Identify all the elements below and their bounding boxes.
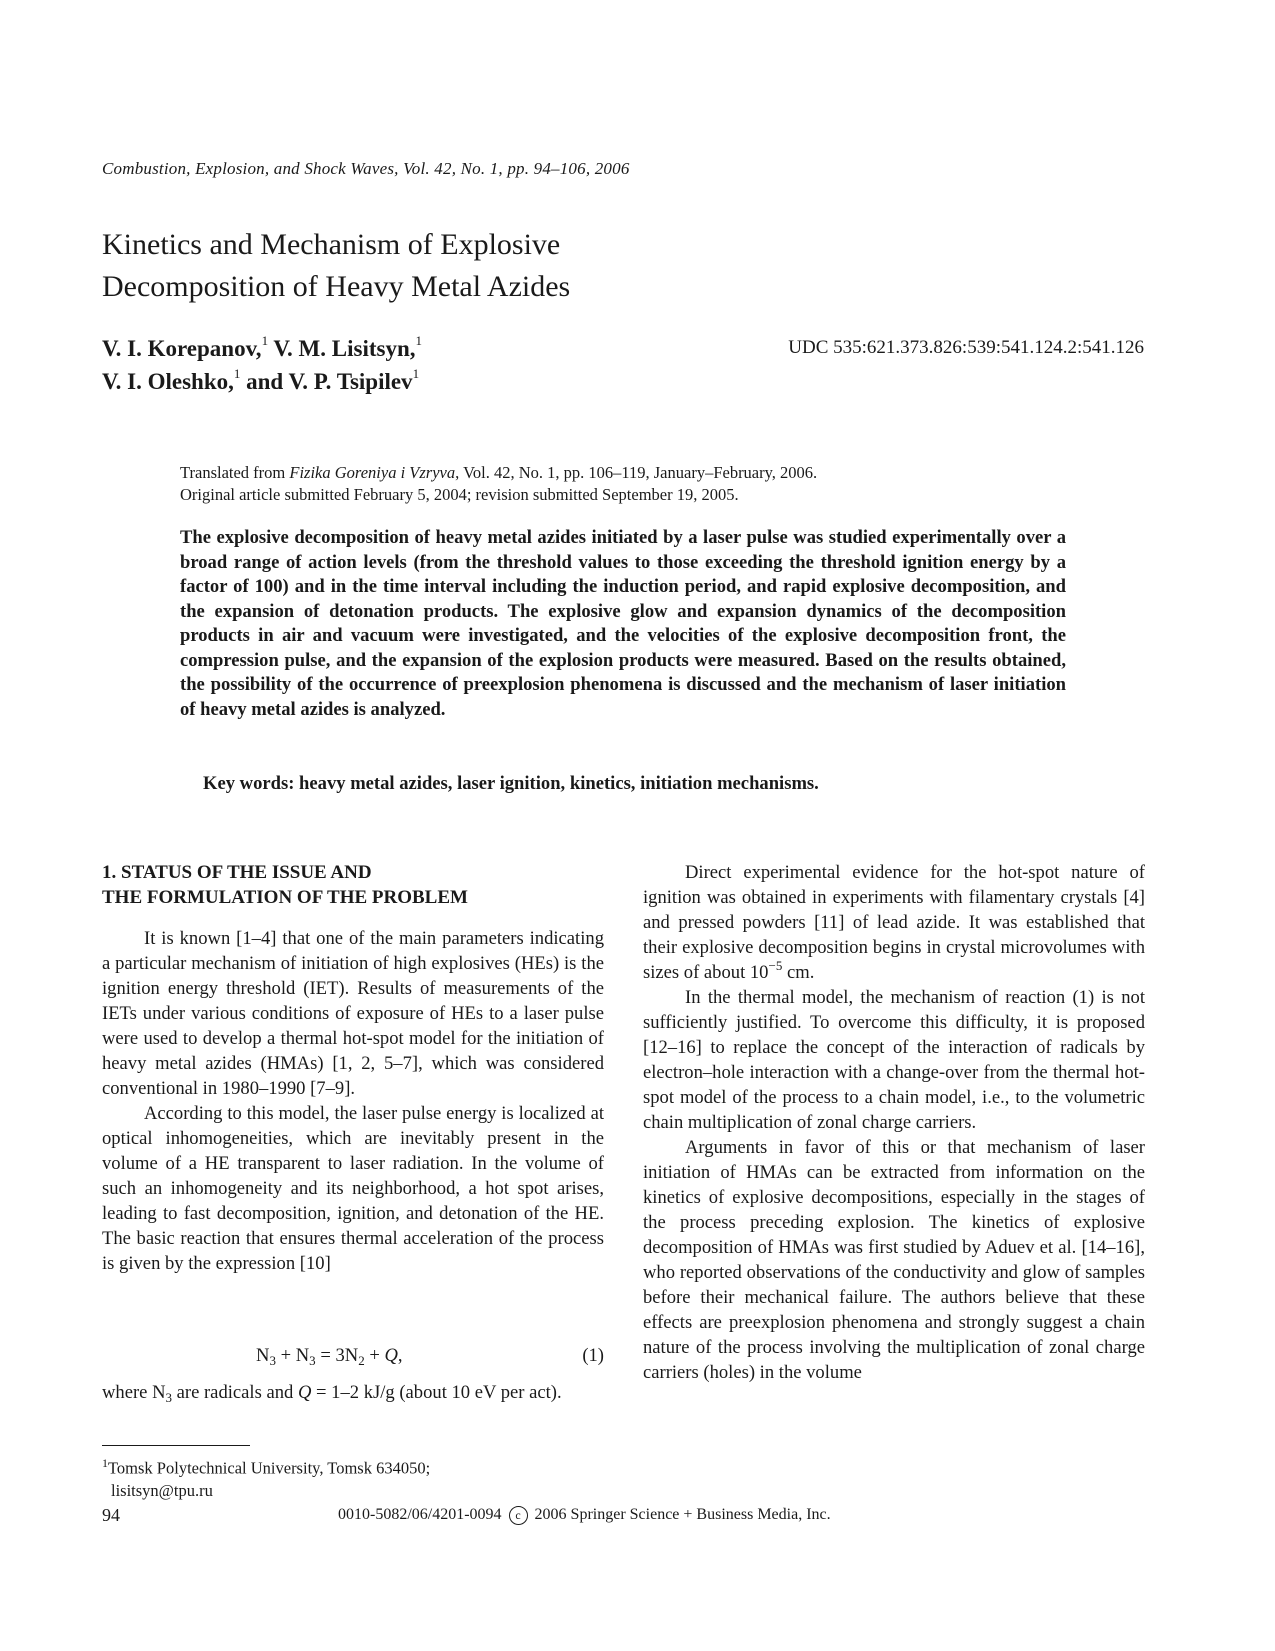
paper-title: [102, 224, 742, 308]
footnote-line-1: [102, 1452, 430, 1480]
paragraph: Arguments in favor of this or that mechanism of laser initiation of HMAs can be extracted from information on the kinetics of explosive decompositions, especially in the stages of the process preceding explosion. The kinetics of explosive decomposition of HMAs was first studied by Aduev et al. [14–16], who reported observations of the conductivity and glow of samples before their mechanical failure. The authors believe that these effects are preexplosion phenomena and strongly suggest a chain nature of the process involving the multiplication of zonal charge carriers (holes) in the volume: [643, 1137, 1145, 1383]
eq-comma: ,: [397, 1345, 403, 1366]
affiliation-mark: 1: [233, 366, 241, 381]
eq-sub: 3: [269, 1353, 276, 1368]
symbol-q: Q: [297, 1382, 312, 1403]
copyright-line: [338, 1506, 831, 1525]
section-heading: [102, 860, 622, 910]
left-column-after-eq: [102, 1380, 604, 1405]
eq-sub: 2: [358, 1353, 365, 1368]
footnote-email: lisitsyn@tpu.ru: [111, 1480, 213, 1500]
authors-line-1: [102, 332, 422, 365]
eq-sub: 3: [309, 1353, 316, 1368]
footnote: [102, 1452, 430, 1502]
text-run: Direct experimental evidence for the hot-spot nature of ignition was obtained in experiments with filamentary crystals [4] and pressed powders [11] of lead azide. It was established that their explosive decomposition begins in crystal microvolumes with sizes of about 10: [643, 862, 1145, 983]
title-line-1: Kinetics and Mechanism of Explosive: [102, 228, 561, 261]
eq-plus: +: [275, 1345, 296, 1366]
author-oleshko: V. I. Oleshko,: [102, 369, 234, 394]
udc-code: UDC 535:621.373.826:539:541.124.2:541.126: [788, 337, 1144, 358]
equation-number: (1): [582, 1345, 604, 1366]
copyright-icon: c: [509, 1506, 528, 1525]
paragraph: [643, 860, 1145, 985]
text-run: are radicals and: [172, 1382, 298, 1403]
title-line-2: Decomposition of Heavy Metal Azides: [102, 270, 571, 303]
footnote-mark: 1: [102, 1456, 108, 1470]
text-run: where N: [102, 1382, 166, 1403]
abstract: The explosive decomposition of heavy metal azides initiated by a laser pulse was studied experimentally over a broad range of action levels (from the threshold values to those exceeding the threshold ignition energy by a factor of 100) and in the time interval including the induction period, and rapid explosive decomposition, and the expansion of detonation products. The explosive glow and expansion dynamics of the decomposition products in air and vacuum were investigated, and the velocities of the explosive decomposition front, the compression pulse, and the expansion of the explosion products were measured. Based on the results obtained, the possibility of the occurrence of preexplosion phenomena is discussed and the mechanism of laser initiation of heavy metal azides is analyzed.: [180, 527, 1066, 720]
copyright-text: 2006 Springer Science + Business Media, Inc.: [534, 1506, 831, 1523]
footnote-rule: [102, 1445, 250, 1446]
author-lisitsyn: V. M. Lisitsyn,: [273, 336, 416, 361]
author-korepanov: V. I. Korepanov,: [102, 336, 262, 361]
translation-line: [180, 462, 1100, 484]
eq-q: Q: [384, 1345, 398, 1366]
translation-prefix: Translated from: [180, 463, 290, 482]
section-heading-line-2: THE FORMULATION OF THE PROBLEM: [102, 887, 468, 908]
author-list: [102, 332, 422, 398]
paragraph: It is known [1–4] that one of the main parameters indicating a particular mechanism of initiation of high explosives (HEs) is the ignition energy threshold (IET). Results of measurements of the IETs under various conditions of exposure of HEs to a laser pulse were used to develop a thermal hot-spot model for the initiation of heavy metal azides (HMAs) [1, 2, 5–7], which was considered conventional in 1980–1990 [7–9].: [102, 928, 604, 1099]
author-tsipilev: and V. P. Tsipilev: [246, 369, 413, 394]
affiliation-mark: 1: [261, 333, 269, 348]
translation-suffix: , Vol. 42, No. 1, pp. 106–119, January–February, 2006.: [455, 463, 818, 482]
paragraph: In the thermal model, the mechanism of reaction (1) is not sufficiently justified. To overcome this difficulty, it is proposed [12–16] to replace the concept of the interaction of radicals by electron–hole interaction with a change-over from the thermal hot-spot model of the process to a chain model, i.e., to the volumetric chain multiplication of zonal charge carriers.: [643, 987, 1145, 1133]
submission-dates: Original article submitted February 5, 2004; revision submitted September 19, 2005.: [180, 485, 739, 504]
equation-1: [102, 1345, 604, 1371]
affiliation-text: Tomsk Polytechnical University, Tomsk 634050;: [108, 1458, 431, 1478]
issn-code: 0010-5082/06/4201-0094: [338, 1506, 502, 1523]
superscript: −5: [768, 958, 783, 973]
eq-plus: +: [364, 1345, 385, 1366]
journal-citation: Combustion, Explosion, and Shock Waves, Vol. 42, No. 1, pp. 94–106, 2006: [102, 159, 630, 178]
left-column: [102, 926, 604, 1276]
paragraph: [102, 1380, 604, 1405]
keywords: Key words: heavy metal azides, laser ignition, kinetics, initiation mechanisms.: [203, 773, 819, 794]
affiliation-mark: 1: [415, 333, 422, 348]
authors-line-2: [102, 365, 422, 398]
equation-body: [256, 1345, 403, 1367]
eq-n: N: [295, 1345, 310, 1366]
eq-equals: = 3N: [315, 1345, 359, 1366]
right-column: [643, 860, 1145, 1385]
affiliation-mark: 1: [412, 366, 420, 381]
section-heading-line-1: 1. STATUS OF THE ISSUE AND: [102, 862, 372, 883]
subscript: 3: [165, 1390, 172, 1405]
translation-note: [180, 462, 1100, 506]
text-run: = 1–2 kJ/g (about 10 eV per act).: [311, 1382, 562, 1403]
eq-n: N: [256, 1345, 270, 1366]
text-run: cm.: [782, 962, 815, 983]
source-journal: Fizika Goreniya i Vzryva: [289, 463, 456, 482]
paragraph: According to this model, the laser pulse energy is localized at optical inhomogeneities, which are inevitably present in the volume of a HE transparent to laser radiation. In the volume of such an inhomogeneity and its neighborhood, a hot spot arises, leading to fast decomposition, ignition, and detonation of the HE. The basic reaction that ensures thermal acceleration of the process is given by the expression [10]: [102, 1103, 604, 1274]
page-number: 94: [102, 1505, 120, 1525]
